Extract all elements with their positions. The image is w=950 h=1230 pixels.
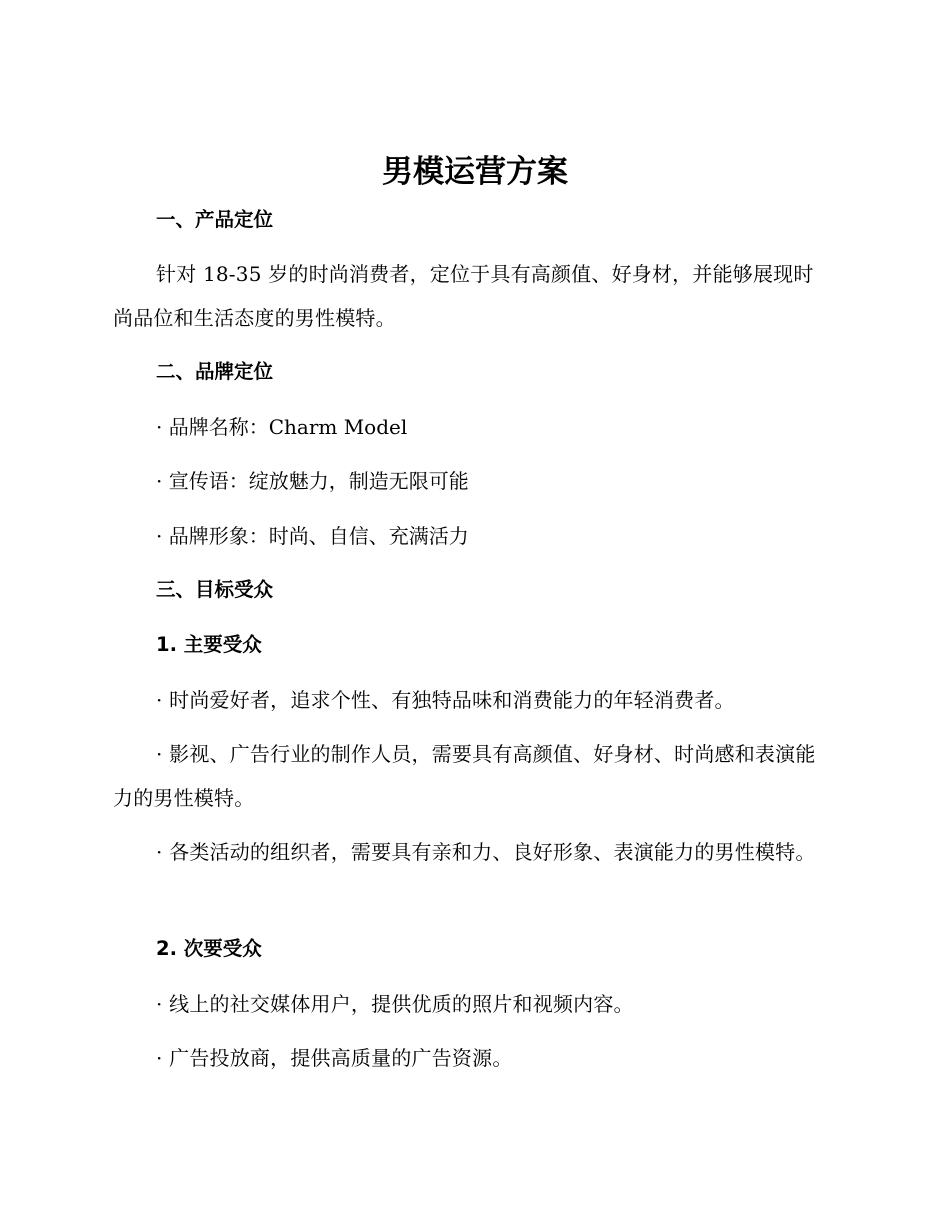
- primary-audience-item-film: · 影视、广告行业的制作人员，需要具有高颜值、好身材、时尚感和表演能力的男性模特。: [113, 742, 816, 810]
- primary-audience-item-events: · 各类活动的组织者，需要具有亲和力、良好形象、表演能力的男性模特。: [156, 840, 816, 864]
- secondary-audience-item-advertisers: · 广告投放商，提供高质量的广告资源。: [156, 1046, 513, 1070]
- brand-item-image: · 品牌形象：时尚、自信、充满活力: [156, 524, 469, 548]
- product-positioning-paragraph: 针对 18-35 岁的时尚消费者，定位于具有高颜值、好身材，并能够展现时尚品位和生活态度的男性模特。: [113, 262, 814, 330]
- document-title: 男模运营方案: [382, 154, 568, 190]
- brand-item-name: · 品牌名称：Charm Model: [156, 415, 408, 439]
- primary-audience-item-fashion: · 时尚爱好者，追求个性、有独特品味和消费能力的年轻消费者。: [156, 688, 735, 712]
- subheading-primary-audience: 1. 主要受众: [156, 633, 262, 656]
- section-heading-product-positioning: 一、产品定位: [156, 208, 274, 231]
- subheading-secondary-audience: 2. 次要受众: [156, 937, 262, 960]
- section-heading-target-audience: 三、目标受众: [156, 578, 274, 601]
- brand-item-slogan: · 宣传语：绽放魅力，制造无限可能: [156, 469, 469, 493]
- section-heading-brand-positioning: 二、品牌定位: [156, 360, 274, 383]
- secondary-audience-item-social: · 线上的社交媒体用户，提供优质的照片和视频内容。: [156, 992, 634, 1016]
